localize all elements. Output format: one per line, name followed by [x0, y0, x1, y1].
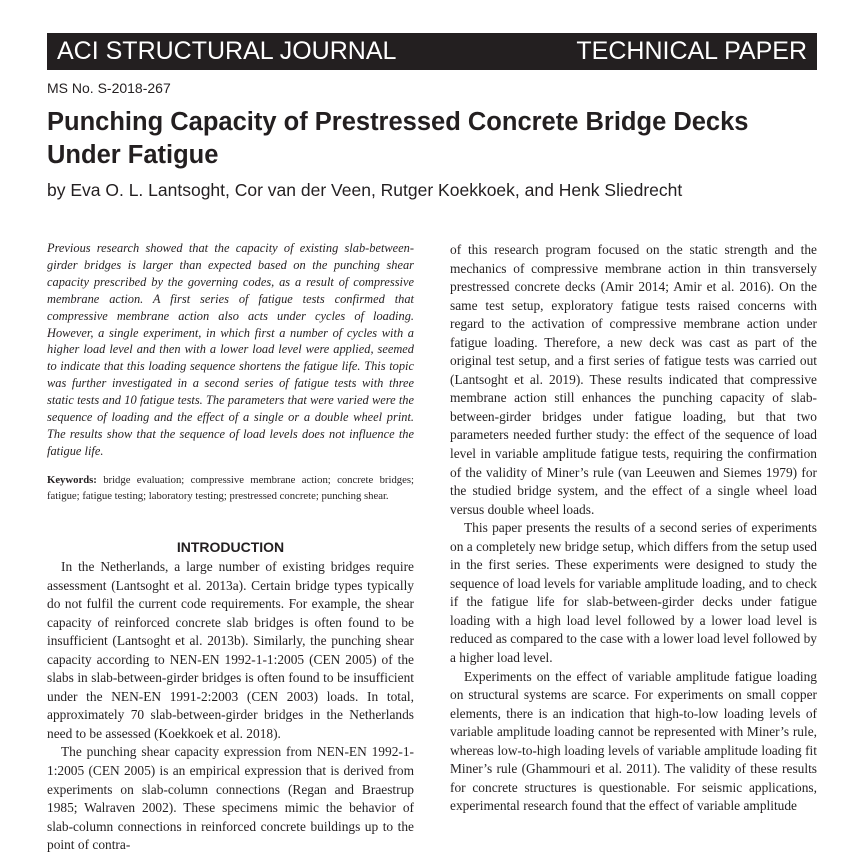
keywords [47, 473, 414, 504]
keywords-text: bridge evaluation; compressive membrane action; concrete bridges; fatigue; fatigue testing; laboratory testing; prestressed concrete; punching shear. [47, 474, 414, 502]
paper-title: Punching Capacity of Prestressed Concrete Bridge Decks Under Fatigue [47, 108, 749, 169]
right-column-body [450, 241, 817, 816]
journal-banner [47, 33, 817, 70]
intro-paragraph-2: The punching shear capacity expression from NEN-EN 1992-1-1:2005 (CEN 2005) is an empirical expression that is derived from experiments on slab-column connections (Regan and Braestrup 1985; Walraven 2002). These specimens mimic the behavior of slab-column connections in reinforced concrete buildings up to the point of contra- [47, 744, 414, 853]
manuscript-number: MS No. S-2018-267 [47, 80, 171, 96]
right-paragraph-3: Experiments on the effect of variable amplitude fatigue loading on structural systems are scarce. For experiments on small copper elements, there is an indication that high-to-low loading levels of variable amplitude loading cannot be represented with Miner’s rule, whereas low-to-high loading levels of variable amplitude loading fit Miner’s rule (Ghammouri et al. 2011). The validity of these results for concrete structures is questionable. For seismic applications, experimental research found that the effect of variable amplitude [450, 668, 817, 814]
keywords-label: Keywords: [47, 474, 97, 486]
author-line: by Eva O. L. Lantsoght, Cor van der Veen, Rutger Koekkoek, and Henk Sliedrecht [47, 180, 683, 200]
journal-name: ACI STRUCTURAL JOURNAL [57, 37, 397, 65]
section-heading-introduction: INTRODUCTION [176, 539, 285, 555]
intro-paragraph-1: In the Netherlands, a large number of existing bridges require assessment (Lantsoght et al. 2013a). Certain bridge types typically do not fulfil the current code requirements. For example, the shear capacity of reinforced concrete slab bridges is often found to be insufficient (Lantsoght et al. 2013b). Similarly, the punching shear capacity according to NEN-EN 1992-1-1:2005 (CEN 2005) of the slabs in slab-between-girder bridges is often found to be insufficient under the NEN-EN 1991-2:2003 (CEN 2003) loads. In total, approximately 70 slab-between-girder bridges in the Netherlands need to be assessed (Koekkoek et al. 2018). [47, 559, 414, 741]
abstract-text: Previous research showed that the capacity of existing slab-between-girder bridges is larger than expected based on the punching shear capacity prescribed by the governing codes, as a result of compressive membrane action. A first series of fatigue tests confirmed that compressive membrane action also acts under cycles of loading. However, a single experiment, in which first a number of cycles with a higher load level and then with a lower load level were applied, seemed to indicate that this loading sequence shortens the fatigue life. This topic was further investigated in a second series of fatigue tests with three static tests and 10 fatigue tests. The parameters that were varied were the sequence of loading and the effect of a single or a double wheel print. The results show that the sequence of load levels does not influence the fatigue life. [47, 241, 414, 458]
introduction-body [47, 558, 414, 855]
paper-type: TECHNICAL PAPER [576, 37, 807, 65]
right-paragraph-2: This paper presents the results of a second series of experiments on a completely new bridge setup, which differs from the setup used in the first series. These experiments were designed to study the sequence of load levels for variable amplitude loading, and to check if the fatigue life for slab-between-girder decks under fatigue loading with a high load level followed by a lower load level is reduced as compared to the case with a lower load level followed by a higher load level. [450, 520, 817, 666]
abstract [47, 240, 414, 460]
right-paragraph-1: of this research program focused on the static strength and the mechanics of compressive membrane action in thin transversely prestressed concrete decks (Amir 2014; Amir et al. 2016). On the same test setup, exploratory fatigue tests raised concerns with regard to the activation of compressive membrane action under fatigue loading. Therefore, a new deck was cast as part of the original test setup, and a first series of fatigue tests was carried out (Lantsoght et al. 2019). These results indicated that compressive membrane action still enhances the punching capacity of slab-between-girder bridges under fatigue loading, but that two parameters needed further study: the effect of the sequence of load level in variable amplitude fatigue tests, requiring the confirmation of the validity of Miner’s rule (van Leeuwen and Siemes 1979) for the studied bridge system, and the effect of a single wheel load versus double wheel loads. [450, 242, 817, 517]
